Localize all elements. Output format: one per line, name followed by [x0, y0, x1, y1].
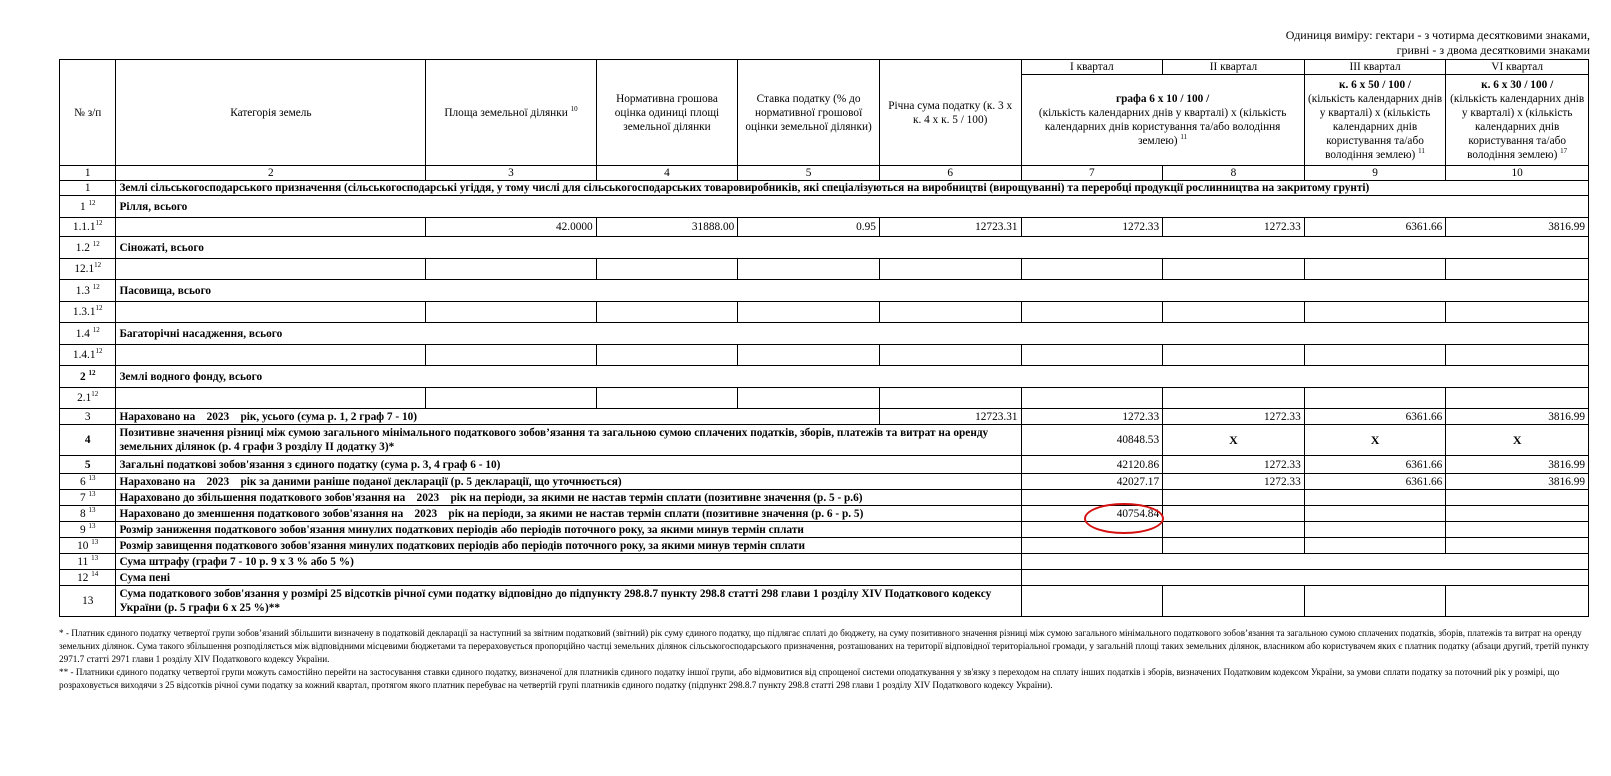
row-label: Нараховано на 2023 рік, усього (сума р. 1, 2 граф 7 - 10)	[116, 409, 879, 425]
colnum: 6	[879, 166, 1021, 181]
table-row	[60, 506, 1589, 522]
row-num: 7 $^{13}$	[60, 490, 116, 506]
table-row	[60, 388, 1589, 409]
header-q3: III квартал	[1304, 60, 1446, 75]
header-annual: Річна сума податку (к. 3 х к. 4 х к. 5 / 100)	[879, 60, 1021, 166]
cell-q3: 6361.66	[1304, 409, 1446, 425]
row-num: 12 $^{14}$	[60, 570, 116, 586]
row-label	[116, 218, 426, 237]
row-label: Розмір завищення податкового зобов'язання минулих податкових періодів або періодів поточного року, за якими минув термін сплати	[116, 538, 1021, 554]
colnum: 3	[426, 166, 596, 181]
row-label: Сума податкового зобов'язання у розмірі 25 відсотків річної суми податку відповідно до підпункту 298.8.7 пункту 298.8 статті 298 глави 1 розділу XIV Податкового кодексу України (р. 5 графи 6 х 25 %)**	[116, 586, 1021, 617]
cell-q1: 42027.17	[1021, 474, 1163, 490]
header-q4: VI квартал	[1446, 60, 1589, 75]
row-num: 1.3 $^{12}$	[60, 280, 116, 302]
table-row	[60, 538, 1589, 554]
row-num: 9 $^{13}$	[60, 522, 116, 538]
row-num: 5	[60, 456, 116, 474]
header-num: № з/п	[60, 60, 116, 166]
row-label: Сума штрафу (графи 7 - 10 р. 9 х 3 % або 5 %)	[116, 554, 1021, 570]
table-row	[60, 456, 1589, 474]
table-row	[60, 181, 1589, 196]
colnum: 10	[1446, 166, 1589, 181]
table-row	[60, 570, 1589, 586]
row-label: Нараховано до зменшення податкового зобов'язання на 2023 рік на періоди, за якими не настав термін сплати (позитивне значення (р. 6 - р. 5)	[116, 506, 1021, 522]
red-circle-annotation	[1084, 503, 1164, 534]
table-row	[60, 196, 1589, 218]
cell-q4: 3816.99	[1446, 456, 1589, 474]
table-row	[60, 345, 1589, 366]
row-num: 10 $^{13}$	[60, 538, 116, 554]
colnum: 4	[596, 166, 738, 181]
header-q4-formula: к. 6 х 30 / 100 / (кількість календарних днів у кварталі) х (кількість календарних днів користування та/або володіння землею) $^{17}$	[1446, 75, 1589, 166]
header-q1: I квартал	[1021, 60, 1163, 75]
colnum: 9	[1304, 166, 1446, 181]
cell-q2: 1272.33	[1163, 218, 1305, 237]
row-num: 1.4.1$^{12}$	[60, 345, 116, 366]
row-label: Багаторічні насадження, всього	[116, 323, 1589, 345]
cell-q1	[1021, 490, 1163, 506]
units-note	[1070, 28, 1590, 58]
row-num: 11 $^{13}$	[60, 554, 116, 570]
cell-annual: 12723.31	[879, 409, 1021, 425]
cell-q3: 6361.66	[1304, 218, 1446, 237]
row-label: Загальні податкові зобов'язання з єдиного податку (сума р. 3, 4 граф 6 - 10)	[116, 456, 1021, 474]
cell-annual: 12723.31	[879, 218, 1021, 237]
cell-area: 42.0000	[426, 218, 596, 237]
row-label: Землі сільськогосподарського призначення (сільськогосподарські угіддя, у тому числі для сільськогосподарських товаровиробників, які спеціалізуються на виробництві (вирощуванні) та переробці продукції рослинництва на закритому грунті)	[116, 181, 1589, 196]
row-num: 6 $^{13}$	[60, 474, 116, 490]
row-label: Нараховано на 2023 рік за даними раніше поданої декларації (р. 5 декларації, що уточнюється)	[116, 474, 1021, 490]
cell-norm: 31888.00	[596, 218, 738, 237]
table-row	[60, 302, 1589, 323]
table-row	[60, 259, 1589, 280]
units-line-1: Одиниця виміру: гектари - з чотирма десятковими знаками,	[1285, 28, 1590, 42]
header-norm: Нормативна грошова оцінка одиниці площі земельної ділянки	[596, 60, 738, 166]
row-label: Розмір заниження податкового зобов'язання минулих податкових періодів або періодів поточного року, за якими минув термін сплати	[116, 522, 1021, 538]
header-q12-formula: графа 6 х 10 / 100 / (кількість календарних днів у кварталі) х (кількість календарних днів користування та/або володіння землею) $^{11}$	[1021, 75, 1304, 166]
colnum: 8	[1163, 166, 1305, 181]
cell-q3: 6361.66	[1304, 456, 1446, 474]
table-row	[60, 366, 1589, 388]
colnum: 2	[116, 166, 426, 181]
cell-x: X	[1304, 425, 1446, 456]
header-rate: Ставка податку (% до нормативної грошової оцінки земельної ділянки)	[738, 60, 880, 166]
table-row	[60, 586, 1589, 617]
table-row	[60, 554, 1589, 570]
colnum: 1	[60, 166, 116, 181]
cell-x: X	[1163, 425, 1305, 456]
table-row	[60, 323, 1589, 345]
units-line-2: гривні - з двома десятковими знаками	[1396, 43, 1590, 57]
row-num: 1	[60, 181, 116, 196]
table-row	[60, 490, 1589, 506]
footnote-2: ** - Платники єдиного податку четвертої групи можуть самостійно перейти на застосування ставки єдиного податку, визначеної для платників єдиного податку іншої групи, або відмовитися від спрощеної системи оподаткування у зв'язку з переходом на сплату інших податків і зборів, визначених Податковим кодексом України, за умови сплати податку за поточний рік у розмірі, що розраховується виходячи з 25 відсотків річної суми податку за кожний квартал, протягом якого платник перебуває на четвертій групі платників єдиного податку (підпункт 298.8.7 пункту 298.8 статті 298 глави 1 розділу XIV Податкового кодексу України).	[59, 667, 1560, 690]
row-label: Сіножаті, всього	[116, 237, 1589, 259]
footnote-1: * - Платник єдиного податку четвертої групи зобов’язаний збільшити визначену в податковій декларації за наступний за звітним податковий (звітний) рік суму єдиного податку, що підлягає сплаті до бюджету, на суму позитивного значення різниці між сумою загального мінімального податкового зобов’язання та загальною сумою сплачених податків, зборів, платежів та витрат на оренду земельних ділянок. Сума такого збільшення розподіляється між відповідними місцевими бюджетами та перераховується пропорційно частці земельних ділянок сільськогосподарського призначення, розташованих на території відповідної територіальної громади, у загальній площі таких земельних ділянок, власником або користувачем яких є платник податку (абзаци другий, третій пункту 2971.7 статті 2971 глави 1 розділу XIV Податкового кодексу України.	[59, 628, 1590, 664]
header-area: Площа земельної ділянки $^{10}$	[426, 60, 596, 166]
row-num: 12.1$^{12}$	[60, 259, 116, 280]
table-row	[60, 280, 1589, 302]
table-row	[60, 237, 1589, 259]
row-num: 13	[60, 586, 116, 617]
table-row	[60, 474, 1589, 490]
row-label: Пасовища, всього	[116, 280, 1589, 302]
cell-rate: 0.95	[738, 218, 880, 237]
cell-q1: 42120.86	[1021, 456, 1163, 474]
cell-q4: 3816.99	[1446, 474, 1589, 490]
row-num: $2.1^{12}$	[60, 388, 116, 409]
row-label: Сума пені	[116, 570, 1021, 586]
row-label: Рілля, всього	[116, 196, 1589, 218]
row-num: 1.4 $^{12}$	[60, 323, 116, 345]
cell-q2: 1272.33	[1163, 474, 1305, 490]
colnum: 7	[1021, 166, 1163, 181]
cell-q1: 1272.33	[1021, 218, 1163, 237]
table-row	[60, 425, 1589, 456]
table-row	[60, 522, 1589, 538]
cell-q2: 1272.33	[1163, 409, 1305, 425]
row-num: 1.3.1$^{12}$	[60, 302, 116, 323]
table-row	[60, 218, 1589, 237]
table-row	[60, 409, 1589, 425]
row-num: 1.1.1$^{12}$	[60, 218, 116, 237]
header-category: Категорія земель	[116, 60, 426, 166]
tax-calculation-table	[59, 59, 1589, 617]
cell-q4: 3816.99	[1446, 409, 1589, 425]
row-label: Позитивне значення різниці між сумою загального мінімального податкового зобов’язання та загальною сумою сплачених податків, зборів, платежів та витрат на оренду земельних ділянок (р. 4 графи 3 розділу II додатку 3)*	[116, 425, 1021, 456]
cell-q1: 40848.53	[1021, 425, 1163, 456]
row-num: 1 $^{12}$	[60, 196, 116, 218]
row-num: 1.2 $^{12}$	[60, 237, 116, 259]
row-num: 3	[60, 409, 116, 425]
cell-q1: 1272.33	[1021, 409, 1163, 425]
header-q2: II квартал	[1163, 60, 1305, 75]
cell-q4: 3816.99	[1446, 218, 1589, 237]
cell-q3: 6361.66	[1304, 474, 1446, 490]
row-label: Нараховано до збільшення податкового зобов'язання на 2023 рік на періоди, за якими не настав термін сплати (позитивне значення (р. 5 - р.6)	[116, 490, 1021, 506]
header-q3-formula: к. 6 х 50 / 100 / (кількість календарних днів у кварталі) х (кількість календарних днів користування та/або володіння землею) $^{11}$	[1304, 75, 1446, 166]
cell-q2: 1272.33	[1163, 456, 1305, 474]
row-num: 4	[60, 425, 116, 456]
cell-q1-highlighted	[1021, 506, 1163, 522]
footnotes	[59, 627, 1594, 692]
row-num: 8 $^{13}$	[60, 506, 116, 522]
cell-x: X	[1446, 425, 1589, 456]
colnum: 5	[738, 166, 880, 181]
row-label: Землі водного фонду, всього	[116, 366, 1589, 388]
row-num: 2 $^{12}$	[60, 366, 116, 388]
value-40754: 40754.84	[1116, 507, 1160, 520]
